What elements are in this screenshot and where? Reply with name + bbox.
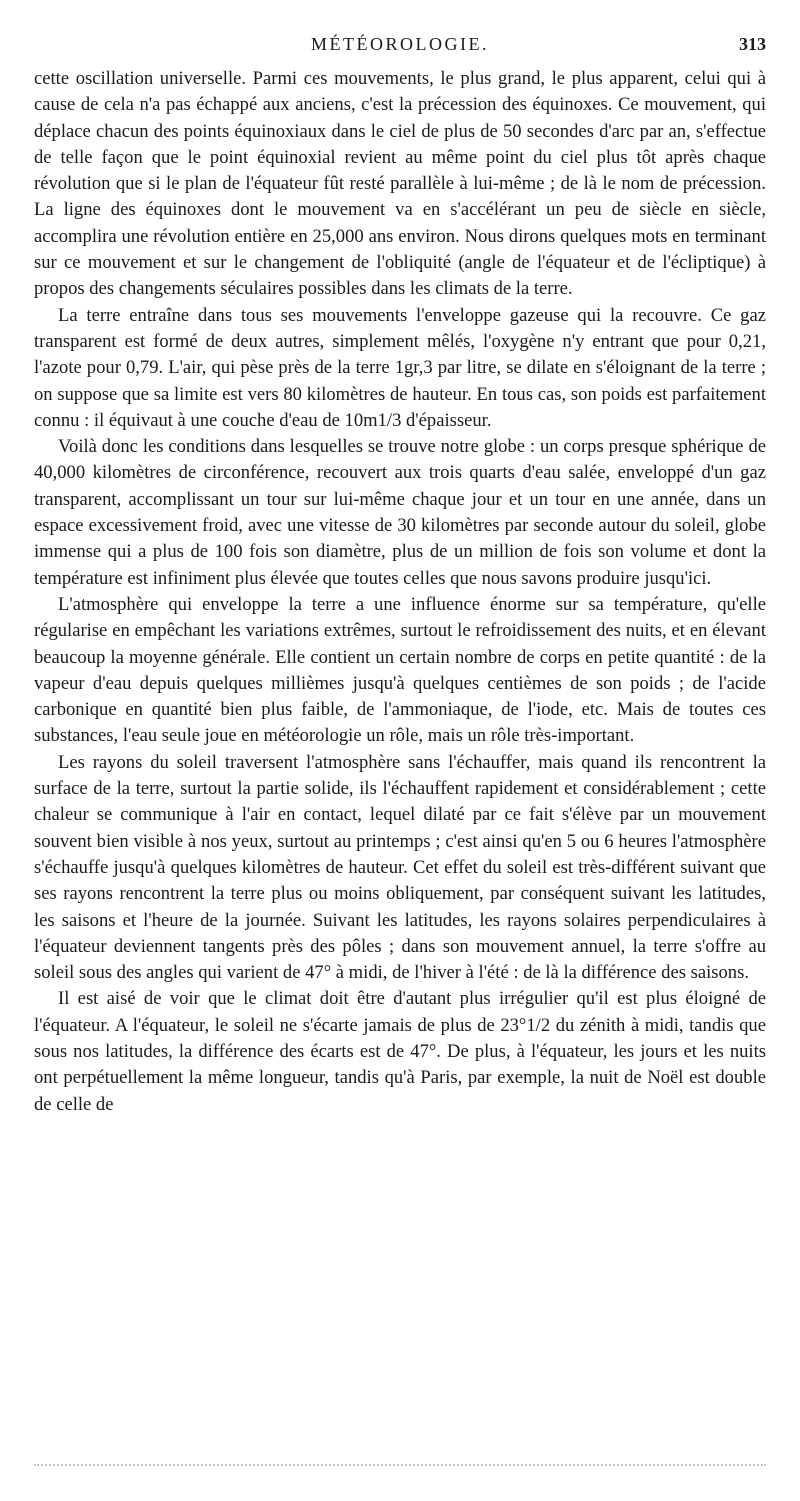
paragraph-6: Il est aisé de voir que le climat doit être d'autant plus irrégulier qu'il est plus éloigné de l'équateur. A l'équateur, le soleil ne s'écarte jamais de plus de 23°1/2 du zénith à midi, tandis que sous nos latitudes, la différence des écarts est de 47°. De plus, à l'équateur, les jours et les nuits ont perpétuellement la même longueur, tandis qu'à Paris, par exemple, la nuit de Noël est double de celle de: [34, 988, 766, 1115]
paragraph-5: Les rayons du soleil traversent l'atmosphère sans l'échauffer, mais quand ils rencontrent la surface de la terre, surtout la partie solide, ils l'échauffent rapidement et considérablement ; cette chaleur se communique à l'air en contact, lequel dilaté par ce fait s'élève par un mouvement souvent bien visible à nos yeux, surtout au printemps ; c'est ainsi qu'en 5 ou 6 heures l'atmosphère s'échauffe jusqu'à quelques kilomètres de hauteur. Cet effet du soleil est très-différent suivant que ses rayons rencontrent la terre plus ou moins obliquement, par conséquent suivant les latitudes, les saisons et l'heure de la journée. Suivant les latitudes, les rayons solaires perpendiculaires à l'équateur deviennent tangents près des pôles ; dans son mouvement annuel, la terre s'offre au soleil sous des angles qui varient de 47° à midi, de l'hiver à l'été : de là la différence des saisons.: [34, 751, 766, 984]
paragraph-1: cette oscillation universelle. Parmi ces mouvements, le plus grand, le plus apparent, celui qui à cause de cela n'a pas échappé aux anciens, c'est la précession des équinoxes. Ce mouvement, qui déplace chacun des points équinoxiaux dans le ciel de plus de 50 secondes d'arc par an, s'effectue de telle façon que le point équinoxial revient au même point du ciel plus tôt après chaque révolution que si le plan de l'équateur fût resté parallèle à lui-même ; de là le nom de précession. La ligne des équinoxes dont le mouvement va en s'accélérant un peu de siècle en siècle, accomplira une révolution entière en 25,000 ans environ. Nous dirons quelques mots en terminant sur ce mouvement et sur le changement de l'obliquité (angle de l'équateur et de l'écliptique) à propos des changements séculaires possibles dans les climats de la terre.: [34, 68, 766, 300]
paragraph-3: Voilà donc les conditions dans lesquelles se trouve notre globe : un corps presque sphérique de 40,000 kilomètres de circonférence, recouvert aux trois quarts d'eau salée, enveloppé d'un gaz transparent, accomplissant un tour sur lui-même chaque jour et un tour en une année, dans un espace excessivement froid, avec une vitesse de 30 kilomètres par seconde autour du soleil, globe immense qui a plus de 100 fois son diamètre, plus de un million de fois son volume et dont la température est infiniment plus élevée que toutes celles que nous savons produire jusqu'ici.: [34, 436, 766, 589]
scan-footer-noise: [34, 1464, 766, 1476]
paragraph-4: L'atmosphère qui enveloppe la terre a une influence énorme sur sa température, qu'elle régularise en empêchant les variations extrêmes, surtout le refroidissement des nuits, et en élevant beaucoup la moyenne générale. Elle contient un certain nombre de corps en petite quantité : de la vapeur d'eau depuis quelques millièmes jusqu'à quelques centièmes de son poids ; de l'acide carbonique en quantité bien plus faible, de l'ammoniaque, de l'iode, etc. Mais de toutes ces substances, l'eau seule joue en météorologie un rôle, mais un rôle très-important.: [34, 593, 766, 747]
page-header: [34, 34, 766, 58]
document-page: [34, 0, 766, 1501]
paragraph-2: La terre entraîne dans tous ses mouvements l'enveloppe gazeuse qui la recouvre. Ce gaz transparent est formé de deux autres, simplement mêlés, l'oxygène n'y entrant que pour 0,21, l'azote pour 0,79. L'air, qui pèse près de la terre 1gr,3 par litre, se dilate en s'éloignant de la terre ; on suppose que sa limite est vers 80 kilomètres de hauteur. En tous cas, son poids est parfaitement connu : il équivaut à une couche d'eau de 10m1/3 d'épaisseur.: [34, 304, 766, 431]
running-title: MÉTÉOROLOGIE.: [311, 34, 489, 54]
body-text: [34, 66, 766, 1118]
page-number: 313: [739, 34, 766, 54]
